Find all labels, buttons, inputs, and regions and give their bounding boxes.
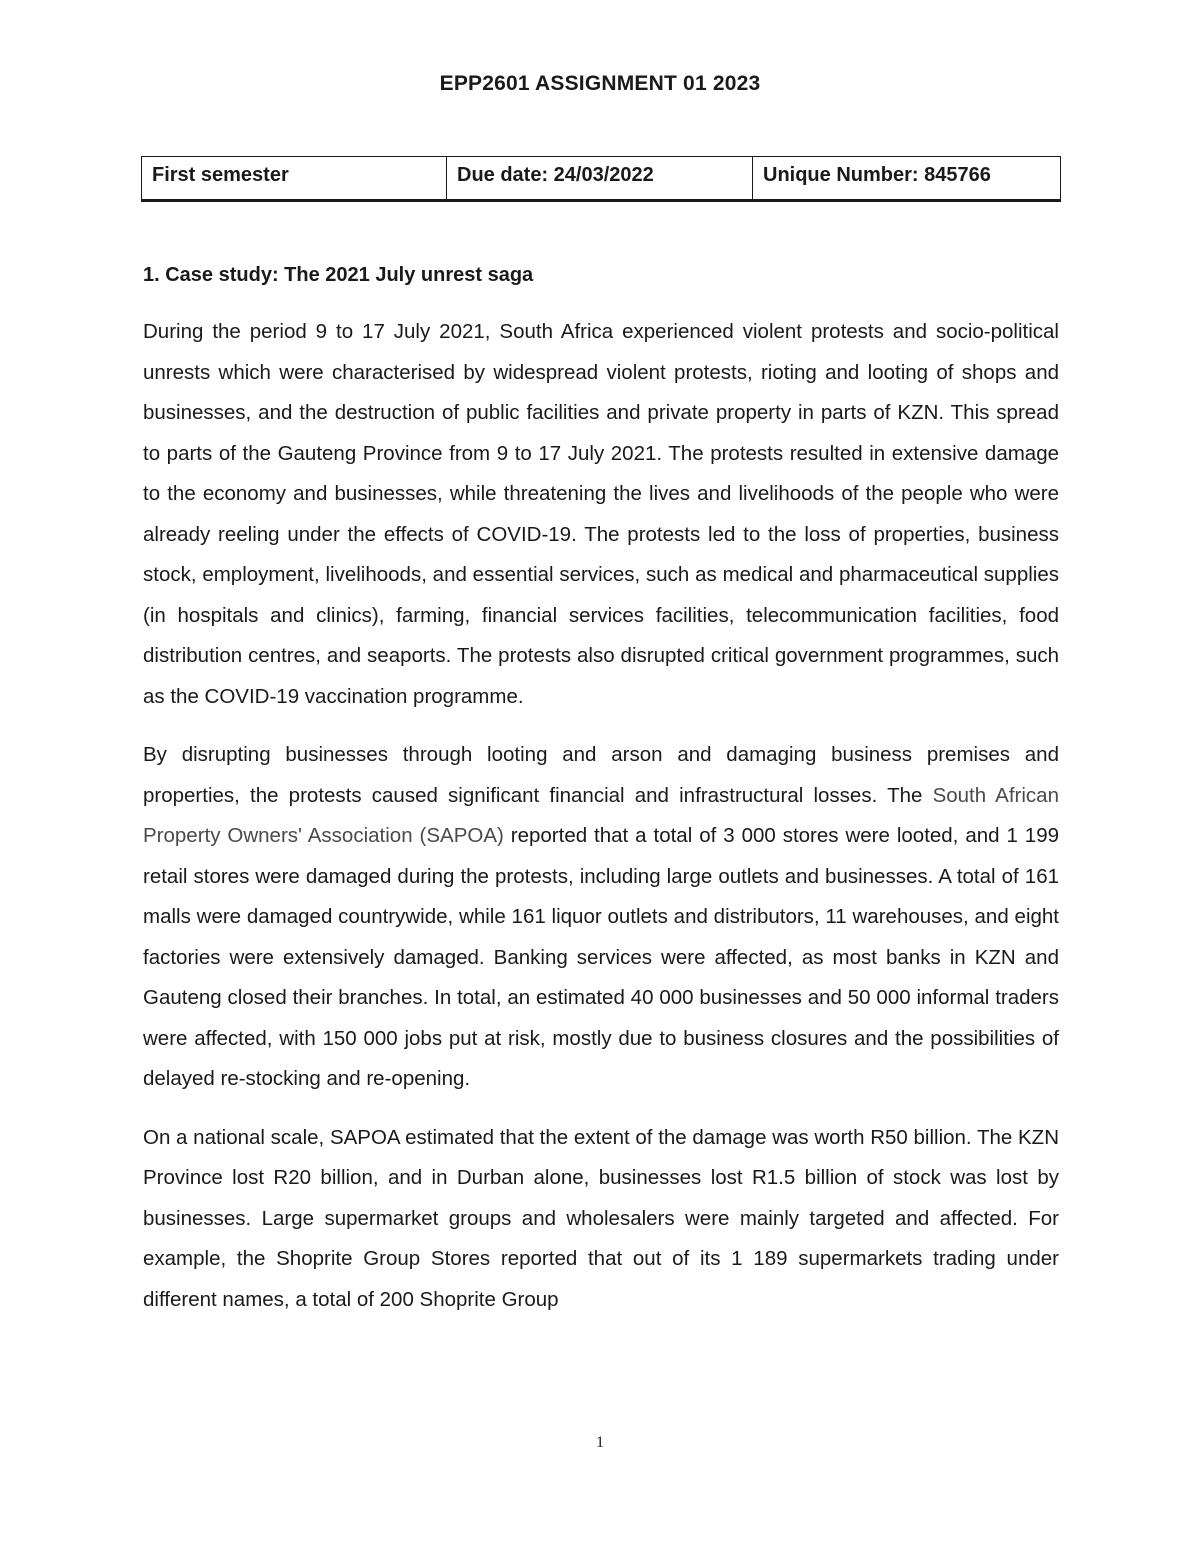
paragraph-2-text-end: reported that a total of 3 000 stores were looted, and 1 199 retail stores were damaged during the protests, including large outlets and businesses. A total of 161 malls were damaged countrywide, while 161 liquor outlets and distributors, 11 warehouses, and eight factories were extensively damaged. Banking services were affected, as most banks in KZN and Gauteng closed their branches. In total, an estimated 40 000 businesses and 50 000 informal traders were affected, with 150 000 jobs put at risk, mostly due to business closures and the possibilities of delayed re-stocking and re-opening. [143,824,1059,1090]
semester-cell: First semester [142,157,447,201]
assignment-info-row [142,157,1061,201]
unique-number-cell: Unique Number: 845766 [753,157,1061,201]
due-date-cell: Due date: 24/03/2022 [447,157,753,201]
paragraph-3: On a national scale, SAPOA estimated that the extent of the damage was worth R50 billion. The KZN Province lost R20 billion, and in Durban alone, businesses lost R1.5 billion of stock was lost by businesses. Large supermarket groups and wholesalers were mainly targeted and affected. For example, the Shoprite Group Stores reported that out of its 1 189 supermarkets trading under different names, a total of 200 Shoprite Group [143,1125,1059,1311]
paragraph-1: During the period 9 to 17 July 2021, South Africa experienced violent protests and socio-political unrests which were characterised by widespread violent protests, rioting and looting of shops and businesses, and the destruction of public facilities and private property in parts of KZN. This spread to parts of the Gauteng Province from 9 to 17 July 2021. The protests resulted in extensive damage to the economy and businesses, while threatening the lives and livelihoods of the people who were already reeling under the effects of COVID-19. The protests led to the loss of properties, business stock, employment, livelihoods, and essential services, such as medical and pharmaceutical supplies (in hospitals and clinics), farming, financial services facilities, telecommunication facilities, food distribution centres, and seaports. The protests also disrupted critical government programmes, such as the COVID-19 vaccination programme. [143,320,1059,708]
section-heading: 1. Case study: The 2021 July unrest saga [143,264,534,286]
assignment-info-table [141,156,1061,202]
paragraph-2 [143,735,1059,1100]
sapoa-organisation-name: South African Property Owners' Association (SAPOA) [143,783,1059,847]
page-number: 1 [596,1434,604,1451]
body-text [143,312,1059,1338]
paragraph-2-text-start: By disrupting businesses through looting and arson and damaging business premises and properties, the protests caused significant financial and infrastructural losses. The [143,743,1059,807]
document-title: EPP2601 ASSIGNMENT 01 2023 [439,72,761,95]
